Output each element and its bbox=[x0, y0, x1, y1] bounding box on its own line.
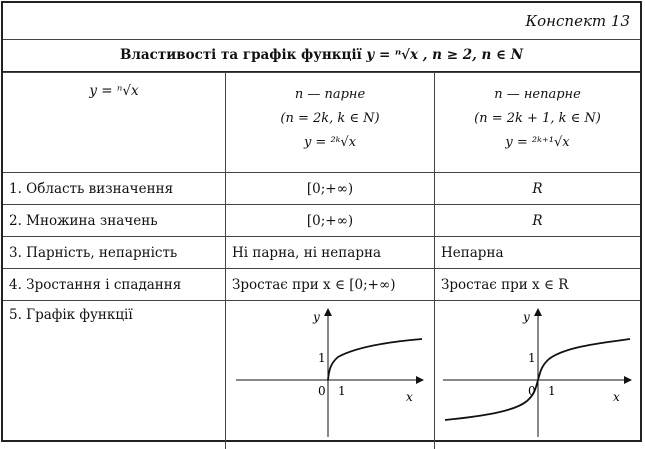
y-axis-label: y bbox=[312, 310, 320, 324]
title-formula: y = ⁿ√x , n ≥ 2, n ∈ N bbox=[366, 47, 523, 63]
properties-table bbox=[3, 72, 640, 449]
head-even-line3: y = ²ᵏ√x bbox=[232, 131, 428, 155]
head-even-line2: (n = 2k, k ∈ N) bbox=[232, 107, 428, 131]
origin-label: 0 bbox=[528, 384, 536, 398]
row-label: 2. Множина значень bbox=[3, 205, 226, 237]
head-function: y = ⁿ√x bbox=[3, 73, 226, 173]
graph-odd-root bbox=[435, 301, 645, 443]
row-label: 1. Область визначення bbox=[3, 173, 226, 205]
page-title bbox=[3, 39, 640, 72]
header bbox=[3, 3, 640, 40]
table-header-row bbox=[3, 73, 640, 173]
origin-label: 0 bbox=[318, 384, 326, 398]
graph-even-root bbox=[226, 301, 434, 443]
row-odd-value: R bbox=[435, 205, 641, 237]
head-odd bbox=[435, 73, 641, 173]
row-even-value: Зростає при x ∈ [0;+∞) bbox=[226, 269, 435, 301]
conspect-sheet bbox=[1, 1, 642, 442]
x-axis-label: x bbox=[613, 390, 620, 404]
row-label: 4. Зростання і спадання bbox=[3, 269, 226, 301]
row-even-value: Ні парна, ні непарна bbox=[226, 237, 435, 269]
row-label: 3. Парність, непарність bbox=[3, 237, 226, 269]
graph-row bbox=[3, 301, 640, 449]
row-even-value: [0;+∞) bbox=[226, 205, 435, 237]
row-even-value: [0;+∞) bbox=[226, 173, 435, 205]
row-odd-value: Непарна bbox=[435, 237, 641, 269]
row-odd-value: R bbox=[435, 173, 641, 205]
one-y-label: 1 bbox=[528, 351, 536, 365]
table-row bbox=[3, 237, 640, 269]
graph-odd-cell bbox=[435, 301, 641, 449]
graph-label: 5. Графік функції bbox=[3, 301, 226, 449]
y-axis-label: y bbox=[522, 310, 530, 324]
table-row bbox=[3, 205, 640, 237]
one-x-label: 1 bbox=[548, 384, 556, 398]
conspect-number: Конспект 13 bbox=[526, 12, 631, 30]
graph-even-cell bbox=[226, 301, 435, 449]
table-row bbox=[3, 173, 640, 205]
one-y-label: 1 bbox=[318, 351, 326, 365]
title-text: Властивості та графік функції bbox=[120, 47, 362, 63]
head-odd-line3: y = ²ᵏ⁺¹√x bbox=[441, 131, 634, 155]
sqrt-even-curve bbox=[328, 339, 422, 380]
head-even-line1: n — парне bbox=[232, 83, 428, 107]
x-axis-label: x bbox=[406, 390, 413, 404]
row-odd-value: Зростає при x ∈ R bbox=[435, 269, 641, 301]
head-even bbox=[226, 73, 435, 173]
head-odd-line2: (n = 2k + 1, k ∈ N) bbox=[441, 107, 634, 131]
one-x-label: 1 bbox=[338, 384, 346, 398]
table-row bbox=[3, 269, 640, 301]
head-odd-line1: n — непарне bbox=[441, 83, 634, 107]
